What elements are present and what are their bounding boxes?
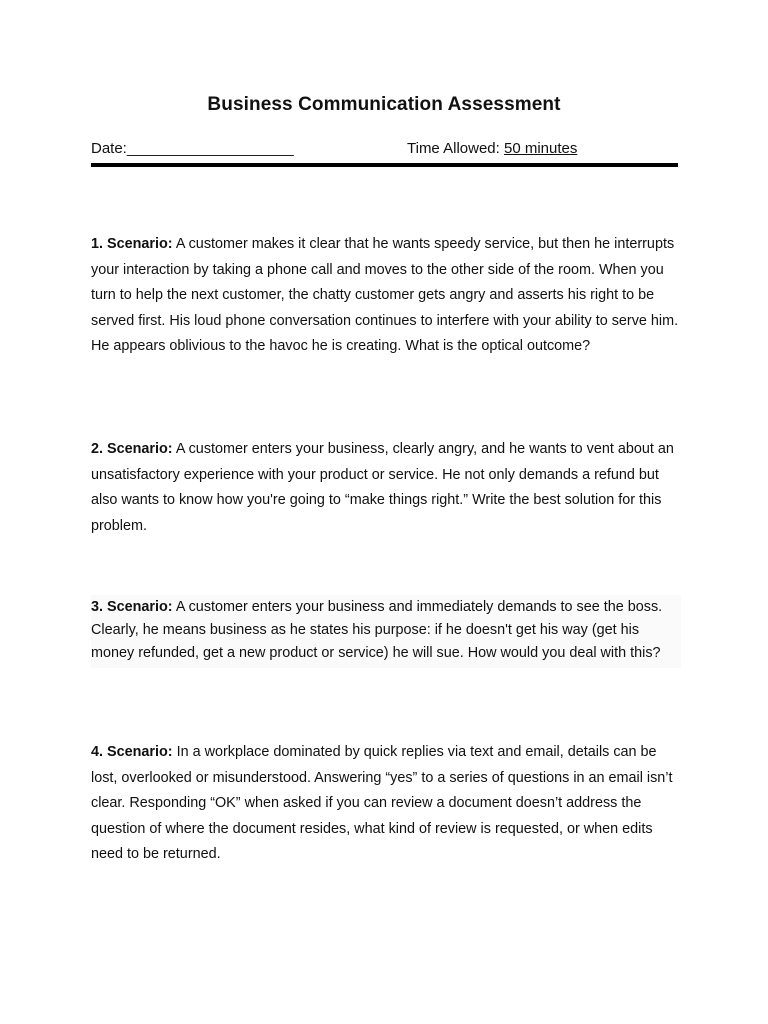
question-2 [91, 437, 681, 539]
time-allowed-value: 50 minutes [503, 140, 578, 157]
time-allowed-label: Time Allowed: [407, 140, 504, 157]
question-1-label: 1. Scenario: [91, 236, 173, 252]
question-2-text: A customer enters your business, clearly angry, and he wants to vent about an unsatisfactory experience with your product or service. He not only demands a refund but also wants to know how you're going to “make things right.” Write the best solution for this problem. [91, 441, 674, 534]
question-1 [91, 232, 681, 360]
date-blank: ____________________ [126, 140, 294, 157]
question-2-label: 2. Scenario: [91, 441, 173, 457]
date-field [91, 140, 294, 157]
question-3-label: 3. Scenario: [91, 599, 173, 615]
document-title: Business Communication Assessment [207, 94, 561, 115]
question-1-text: A customer makes it clear that he wants speedy service, but then he interrupts your interaction by taking a phone call and moves to the other side of the room. When you turn to help the next customer, the chatty customer gets angry and asserts his right to be served first. His loud phone conversation continues to interfere with your ability to serve him. He appears oblivious to the havoc he is creating. What is the optical outcome? [91, 236, 679, 355]
question-4-label: 4. Scenario: [91, 744, 173, 760]
date-label: Date: [91, 140, 127, 157]
question-4-text: In a workplace dominated by quick replies via text and email, details can be lost, overlooked or misunderstood. Answering “yes” to a series of questions in an email isn’t clear. Responding “OK” when asked if you can review a document doesn’t address the question of where the document resides, what kind of review is requested, or when edits need to be returned. [91, 744, 673, 863]
header-divider [91, 163, 678, 167]
question-3 [91, 595, 681, 668]
question-3-text: A customer enters your business and immediately demands to see the boss. Clearly, he means business as he states his purpose: if he doesn't get his way (get his money refunded, get a new product or service) he will sue. How would you deal with this? [91, 599, 663, 661]
header-row [91, 140, 678, 162]
time-allowed [407, 140, 577, 157]
question-4 [91, 740, 681, 868]
